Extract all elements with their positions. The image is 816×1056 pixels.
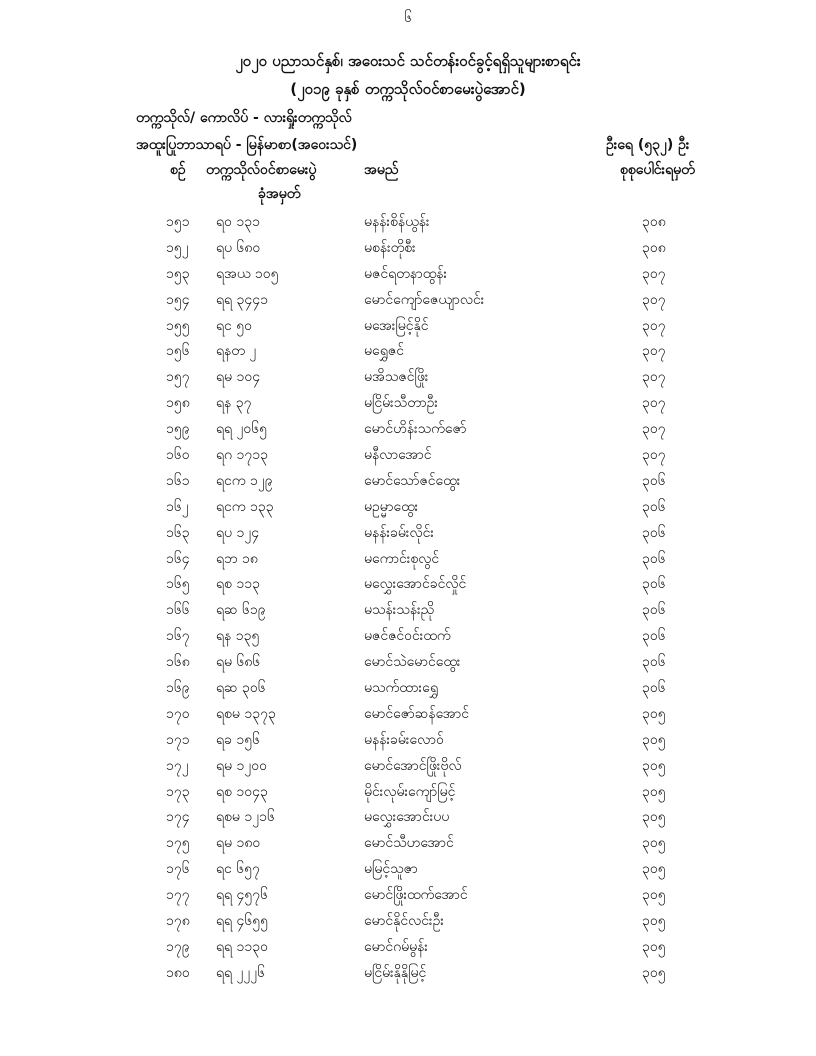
roll-number-cell: ရစ ၁၁၃ xyxy=(216,576,260,593)
serial-cell: ၁၇၈ xyxy=(166,913,190,930)
serial-cell: ၁၆၀ xyxy=(166,447,190,464)
table-row xyxy=(0,730,816,756)
table-row xyxy=(0,212,816,238)
page-number: ၆ xyxy=(404,10,412,26)
university-line: တက္ကသိုလ်/ ကောလိပ် - လားရှိုးတက္ကသိုလ် xyxy=(136,110,352,126)
student-name-cell: မနီလာအောင် xyxy=(364,447,432,464)
total-marks-cell: ၃၀၇ xyxy=(642,447,666,464)
serial-cell: ၁၇၉ xyxy=(166,938,190,955)
serial-cell: ၁၅၃ xyxy=(166,265,190,282)
table-row xyxy=(0,833,816,859)
total-marks-cell: ၃၀၅ xyxy=(642,835,666,852)
table-row xyxy=(0,911,816,937)
serial-cell: ၁၅၁ xyxy=(166,214,190,230)
student-name-cell: မောင်ဟိန်းသက်ဇော် xyxy=(364,421,467,438)
table-row xyxy=(0,549,816,575)
serial-cell: ၁၆၅ xyxy=(166,576,190,593)
total-marks-cell: ၃၀၅ xyxy=(642,913,666,930)
table-row xyxy=(0,885,816,911)
total-marks-cell: ၃၀၅ xyxy=(642,861,666,878)
total-marks-cell: ၃၀၆ xyxy=(642,654,666,671)
total-marks-cell: ၃၀၆ xyxy=(642,472,666,489)
student-name-cell: မကောင်းစုလွင် xyxy=(364,550,440,567)
serial-cell: ၁၇၇ xyxy=(166,887,190,904)
student-name-cell: မောင်သီဟအောင် xyxy=(364,835,454,852)
total-marks-cell: ၃၀၆ xyxy=(642,576,666,593)
serial-cell: ၁၅၇ xyxy=(166,369,190,386)
student-name-cell: မောင်သော်ဇင်ထွေး xyxy=(364,472,461,489)
roll-number-cell: ရဘ ၁၈ xyxy=(216,550,258,567)
total-marks-cell: ၃၀၈ xyxy=(642,214,666,230)
table-row xyxy=(0,600,816,626)
serial-cell: ၁၆၉ xyxy=(166,680,190,697)
serial-cell: ၁၅၈ xyxy=(166,395,190,412)
total-marks-cell: ၃၀၅ xyxy=(642,887,666,904)
total-marks-cell: ၃၀၅ xyxy=(642,705,666,722)
table-row xyxy=(0,316,816,342)
table-row xyxy=(0,367,816,393)
total-marks-cell: ၃၀၇ xyxy=(642,369,666,386)
total-marks-cell: ၃၀၆ xyxy=(642,498,666,515)
table-row xyxy=(0,963,816,989)
student-name-cell: မောင်ဂမ်မွန်း xyxy=(364,938,428,955)
document-subtitle: (၂၀၁၉ ခုနှစ် တက္ကသိုလ်ဝင်စာမေးပွဲအောင်) xyxy=(290,80,526,98)
serial-cell: ၁၇၃ xyxy=(166,783,190,800)
serial-cell: ၁၇၄ xyxy=(166,809,190,826)
total-marks-cell: ၃၀၆ xyxy=(642,524,666,541)
roll-number-cell: ရမ ၆၈၆ xyxy=(216,654,261,671)
roll-number-cell: ရငက ၁၃၃ xyxy=(216,498,274,515)
table-row xyxy=(0,419,816,445)
student-name-cell: မလွှေးအောင်ခင်လှိုင် xyxy=(364,576,467,593)
roll-number-cell: ရဂ ၁၇၁၃ xyxy=(216,447,268,464)
total-marks-cell: ၃၀၇ xyxy=(642,317,666,334)
document-title: ၂၀၂၀ ပညာသင်နှစ်၊ အဝေးသင် သင်တန်းဝင်ခွင့်ရရှိသူများစာရင်း xyxy=(235,52,581,70)
roll-number-cell: ရရ ၂၀၆၅ xyxy=(216,421,268,438)
table-row xyxy=(0,497,816,523)
roll-number-cell: ရအယ ၁၀၅ xyxy=(216,265,279,282)
serial-cell: ၁၅၄ xyxy=(166,291,190,308)
serial-cell: ၁၇၆ xyxy=(166,861,190,878)
roll-number-cell: ရဆ ၃၀၆ xyxy=(216,680,266,697)
serial-cell: ၁၆၆ xyxy=(166,602,190,619)
student-name-cell: မစန်းတိုစီး xyxy=(364,239,416,256)
table-row xyxy=(0,937,816,963)
total-marks-cell: ၃၀၇ xyxy=(642,395,666,412)
roll-number-cell: ရင ၅၀ xyxy=(216,317,253,334)
table-row xyxy=(0,626,816,652)
total-marks-cell: ၃၀၆ xyxy=(642,602,666,619)
table-row xyxy=(0,523,816,549)
student-name-cell: မရွှေဇင် xyxy=(364,343,405,360)
student-name-cell: မောင်သဲမောင်ထွေး xyxy=(364,654,461,671)
table-row xyxy=(0,678,816,704)
table-row xyxy=(0,341,816,367)
roll-number-cell: ရစ ၁၀၄၃ xyxy=(216,783,268,800)
serial-cell: ၁၆၄ xyxy=(166,550,190,567)
serial-cell: ၁၆၂ xyxy=(166,498,189,515)
roll-number-cell: ရပ ၁၂၄ xyxy=(216,524,260,541)
total-marks-cell: ၃၀၅ xyxy=(642,783,666,800)
serial-cell: ၁၆၃ xyxy=(166,524,190,541)
serial-cell: ၁၆၇ xyxy=(166,628,190,645)
student-name-cell: မောင်ဇော်ဆန်အောင် xyxy=(364,705,470,722)
total-marks-cell: ၃၀၅ xyxy=(642,938,666,955)
subject-line: အထူးပြုဘာသာရပ် - မြန်မာစာ(အဝေးသင်) xyxy=(136,137,358,153)
roll-number-cell: ရနတ ၂ xyxy=(216,343,257,360)
total-marks-cell: ၃၀၅ xyxy=(642,809,666,826)
serial-cell: ၁၅၅ xyxy=(166,317,190,334)
header-roll-number-line2: ခုံအမှတ် xyxy=(258,186,301,202)
total-marks-cell: ၃၀၅ xyxy=(642,731,666,748)
total-marks-cell: ၃၀၇ xyxy=(642,343,666,360)
roll-number-cell: ရစမ ၁၃၇၃ xyxy=(216,705,276,722)
roll-number-cell: ရပ ၆၈၀ xyxy=(216,239,261,256)
table-row xyxy=(0,290,816,316)
serial-cell: ၁၅၆ xyxy=(166,343,190,360)
table-row xyxy=(0,445,816,471)
student-name-cell: မဇင်ရတနာထွန်း xyxy=(364,265,448,282)
total-marks-cell: ၃၀၆ xyxy=(642,550,666,567)
table-row xyxy=(0,782,816,808)
total-marks-cell: ၃၀၇ xyxy=(642,265,666,282)
total-marks-cell: ၃၀၈ xyxy=(642,239,666,256)
serial-cell: ၁၇၀ xyxy=(166,705,190,722)
student-name-cell: မနန်းစိန်ယွန်း xyxy=(364,214,430,230)
student-name-cell: မနန်းခမ်းလိုင်း xyxy=(364,524,434,541)
table-row xyxy=(0,756,816,782)
roll-number-cell: ရန ၁၃၅ xyxy=(216,628,260,645)
student-name-cell: မနန်းခမ်းလောဝ် xyxy=(364,731,444,748)
roll-number-cell: ရရ ၁၁၃၀ xyxy=(216,938,269,955)
header-total-marks: စုစုပေါင်းရမှတ် xyxy=(620,162,695,178)
table-row xyxy=(0,859,816,885)
total-marks-cell: ၃၀၇ xyxy=(642,421,666,438)
roll-number-cell: ရမ ၁၀၄ xyxy=(216,369,261,386)
table-row xyxy=(0,652,816,678)
table-row xyxy=(0,471,816,497)
total-marks-cell: ၃၀၅ xyxy=(642,757,666,774)
student-name-cell: မလွှေးအောင်းပပ xyxy=(364,809,450,826)
student-name-cell: မောင်အောင်ဖြိုးဗိုလ် xyxy=(364,757,462,774)
student-name-cell: မသက်ထားရွှေ xyxy=(364,680,438,697)
roll-number-cell: ရမ ၁၈၀ xyxy=(216,835,261,852)
student-name-cell: မမြင့်သူဇာ xyxy=(364,861,418,878)
roll-number-cell: ရရ ၂၂၂၆ xyxy=(216,964,266,981)
student-name-cell: မိုင်းလုမ်းကျော်မြင့် xyxy=(364,783,456,800)
table-row xyxy=(0,238,816,264)
student-name-cell: မအေးမြင့်နိုင် xyxy=(364,317,429,334)
student-name-cell: မဇင်ဇင်ဝင်းထက် xyxy=(364,628,451,645)
student-name-cell: မောင်ဖြိုးထက်အောင် xyxy=(364,887,468,904)
roll-number-cell: ရခ ၁၅၆ xyxy=(216,731,260,748)
serial-cell: ၁၇၂ xyxy=(166,757,189,774)
student-name-cell: မောင်နိုင်လင်းဦး xyxy=(364,913,444,930)
roll-number-cell: ရငက ၁၂၉ xyxy=(216,472,273,489)
roll-number-cell: ရရ ၃၄၄၁ xyxy=(216,291,269,308)
roll-number-cell: ရဆ ၆၁၉ xyxy=(216,602,266,619)
serial-cell: ၁၅၂ xyxy=(166,239,189,256)
student-list xyxy=(0,212,816,989)
serial-cell: ၁၆၈ xyxy=(166,654,190,671)
total-marks-cell: ၃၀၇ xyxy=(642,291,666,308)
serial-cell: ၁၈၀ xyxy=(166,964,190,981)
table-row xyxy=(0,264,816,290)
table-row xyxy=(0,393,816,419)
total-marks-cell: ၃၀၆ xyxy=(642,628,666,645)
roll-number-cell: ရရ ၄၅၇၆ xyxy=(216,887,269,904)
serial-cell: ၁၇၅ xyxy=(166,835,190,852)
student-name-cell: မငြိမ်းနိုနိုမြင့် xyxy=(364,964,427,981)
roll-number-cell: ရင ၆၅၇ xyxy=(216,861,260,878)
serial-cell: ၁၆၁ xyxy=(166,472,190,489)
roll-number-cell: ရန ၃၇ xyxy=(216,395,252,412)
table-row xyxy=(0,574,816,600)
serial-cell: ၁၅၉ xyxy=(166,421,190,438)
total-marks-cell: ၃၀၆ xyxy=(642,680,666,697)
roll-number-cell: ရမ ၁၂၀၀ xyxy=(216,757,267,774)
header-roll-number: တက္ကသိုလ်ဝင်စာမေးပွဲ xyxy=(206,162,317,178)
total-count: ဦးရေ (၅၃၂) ဦး xyxy=(606,137,690,153)
student-name-cell: မအိသဇင်ဖြိုး xyxy=(364,369,429,386)
serial-cell: ၁၇၁ xyxy=(166,731,190,748)
student-name-cell: မောင်ကျော်ဇေယျာလင်း xyxy=(364,291,485,308)
student-name-cell: မဥမ္မာထွေး xyxy=(364,498,419,515)
header-name: အမည် xyxy=(364,162,399,178)
roll-number-cell: ရစမ ၁၂၁၆ xyxy=(216,809,275,826)
student-name-cell: မငြိမ်းသီတာဦး xyxy=(364,395,438,412)
table-row xyxy=(0,704,816,730)
header-serial: စဉ် xyxy=(170,162,186,178)
student-name-cell: မသန်းသန်းညို xyxy=(364,602,435,619)
total-marks-cell: ၃၀၅ xyxy=(642,964,666,981)
roll-number-cell: ရဝ ၁၃၁ xyxy=(216,214,260,230)
table-row xyxy=(0,807,816,833)
roll-number-cell: ရရ ၄၆၅၅ xyxy=(216,913,269,930)
